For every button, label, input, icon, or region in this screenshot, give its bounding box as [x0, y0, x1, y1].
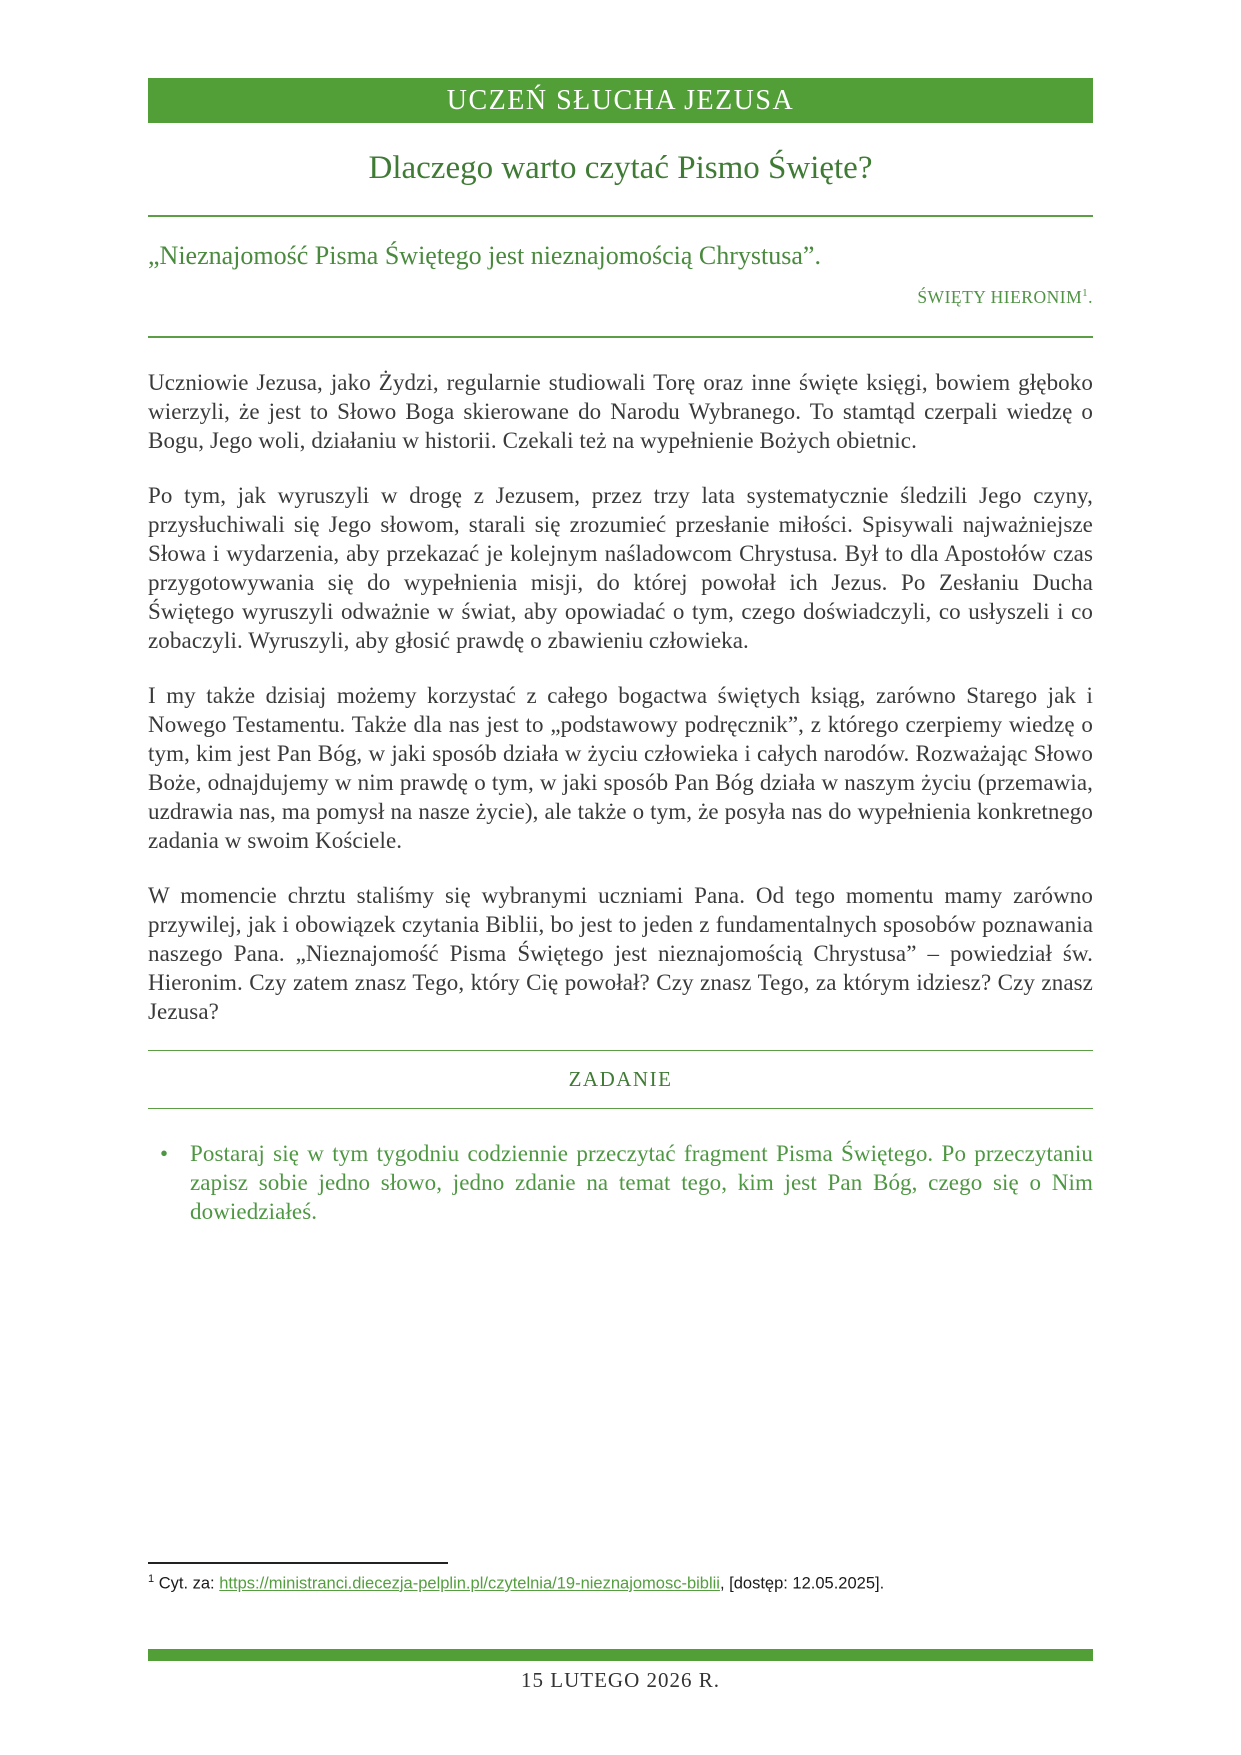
footnote-prefix: Cyt. za: — [154, 1574, 220, 1593]
attribution-suffix: . — [1088, 287, 1093, 307]
bullet-icon: • — [160, 1141, 169, 1166]
footnote-area — [148, 1562, 1093, 1594]
body-paragraph: W momencie chrztu staliśmy się wybranymi uczniami Pana. Od tego momentu mamy zarówno przywilej, jak i obowiązek czytania Biblii, bo jest to jeden z fundamentalnych sposobów poznawania naszego Pana. „Nieznajomość Pisma Świętego jest nieznajomością Chrystusa” – powiedział św. Hieronim. Czy zatem znasz Tego, który Cię powołał? Czy znasz Tego, za którym idziesz? Czy znasz Jezusa? — [148, 883, 1093, 1024]
title-divider — [148, 215, 1093, 217]
attribution-name: ŚWIĘTY HIERONIM — [917, 287, 1083, 307]
body-paragraph: I my także dzisiaj możemy korzystać z całego bogactwa świętych ksiąg, zarówno Starego jak i Nowego Testamentu. Także dla nas jest to „podstawowy podręcznik”, z którego czerpiemy wiedzę o tym, kim jest Pan Bóg, w jaki sposób działa w życiu człowieka i całych narodów. Rozważając Słowo Boże, odnajdujemy w nim prawdę o tym, w jaki sposób Pan Bóg działa w naszym życiu (przemawia, uzdrawia nas, ma pomysł na nasze życie), ale także o tym, że posyła nas do wypełnienia konkretnego zadania w swoim Kościele. — [148, 683, 1093, 853]
footnote-suffix: , [dostęp: 12.05.2025]. — [719, 1574, 885, 1593]
task-list — [148, 1139, 1093, 1226]
header-banner-title: UCZEŃ SŁUCHA JEZUSA — [446, 84, 795, 116]
page-footer — [148, 1649, 1093, 1693]
body-paragraph: Po tym, jak wyruszyli w drogę z Jezusem, przez trzy lata systematycznie śledzili Jego czyny, przysłuchiwali się Jego słowom, starali się zrozumieć przesłanie miłości. Spisywali najważniejsze Słowa i wydarzenia, aby przekazać je kolejnym naśladowcom Chrystusa. Był to dla Apostołów czas przygotowywania się do wypełnienia misji, do której powołał ich Jezus. Po Zesłaniu Ducha Świętego wyruszyli odważnie w świat, aby opowiadać o tym, czego doświadczyli, co usłyszeli i co zobaczyli. Wyruszyli, aby głosić prawdę o zbawieniu człowieka. — [148, 483, 1093, 653]
page-title: Dlaczego warto czytać Pismo Święte? — [368, 150, 873, 186]
footer-bar — [148, 1649, 1093, 1661]
footer-date: 15 LUTEGO 2026 R. — [521, 1668, 720, 1692]
task-item-text: Postaraj się w tym tygodniu codziennie przeczytać fragment Pisma Świętego. Po przeczytaniu zapisz sobie jedno słowo, jedno zdanie na temat tego, kim jest Pan Bóg, czego się o Nim dowiedziałeś. — [190, 1141, 1093, 1224]
task-divider-bottom — [148, 1108, 1093, 1109]
page-content — [0, 78, 1241, 1226]
task-divider-top — [148, 1050, 1093, 1051]
footnote-divider — [148, 1562, 448, 1564]
quote-attribution — [148, 287, 1093, 308]
quote-text: „Nieznajomość Pisma Świętego jest nieznajomością Chrystusa”. — [148, 241, 821, 270]
footnote-ref: 1 — [148, 1573, 155, 1585]
footnote-text — [148, 1573, 1093, 1594]
attribution-footnote-ref: 1 — [1082, 287, 1089, 300]
header-banner — [148, 78, 1093, 123]
quote-divider — [148, 336, 1093, 338]
task-heading: ZADANIE — [568, 1067, 673, 1091]
body-paragraph: Uczniowie Jezusa, jako Żydzi, regularnie studiowali Torę oraz inne święte księgi, bowiem głęboko wierzyli, że jest to Słowo Boga skierowane do Narodu Wybranego. To stamtąd czerpali wiedzę o Bogu, Jego woli, działaniu w historii. Czekali też na wypełnienie Bożych obietnic. — [148, 370, 1093, 453]
footnote-link[interactable]: https://ministranci.diecezja-pelplin.pl/czytelnia/19-nieznajomosc-biblii — [219, 1574, 720, 1593]
task-list-item — [148, 1139, 1093, 1226]
